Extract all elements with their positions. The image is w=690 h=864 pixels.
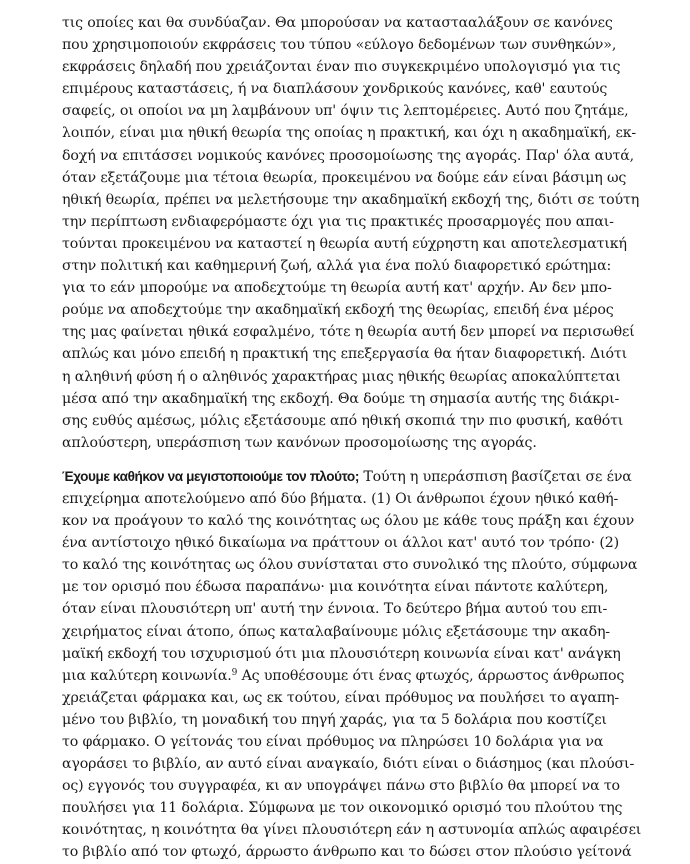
text-line: αγοράσει το βιβλίο, αν αυτό είναι αναγκαίο, διότι είναι ο διάσημος (και πλούσι- bbox=[62, 756, 635, 773]
text-line: όταν είναι πλουσιότερη υπ' αυτή την έννοια. Το δεύτερο βήμα αυτού του επι- bbox=[62, 601, 608, 618]
text-line: το καλό της κοινότητας ως όλου συνίσταται στο συνολικό της πλούτο, σύμφωνα bbox=[62, 557, 638, 574]
text-line: απλούστερη, υπεράσπιση των κανόνων προσομοίωσης της αγοράς. bbox=[62, 434, 537, 451]
text-line: σαφείς, οι οποίοι να μη λαμβάνουν υπ' όψιν τις λεπτομέρειες. Αυτό που ζητάμε, bbox=[62, 103, 629, 120]
text-line: τούνται προκειμένου να καταστεί η θεωρία αυτή εύχρηστη και αποτελεσματική bbox=[62, 235, 627, 252]
text-line bbox=[62, 466, 632, 488]
text-line: χρειάζεται φάρμακα και, ως εκ τούτου, είναι πρόθυμος να πουλήσει το αγαπη- bbox=[62, 689, 620, 706]
text-line: πουλήσει για 11 δολάρια. Σύμφωνα με τον οικονομικό ορισμό του πλούτου της bbox=[62, 800, 623, 817]
text-line: που χρησιμοποιούν εκφράσεις του τύπου «εύλογο δεδομένων των συνθηκών», bbox=[62, 37, 617, 54]
text-line: σης ευθύς αμέσως, μόλις εξετάσουμε από ηθική σκοπιά την πιο φυσική, καθότι bbox=[62, 412, 624, 429]
footnote-marker[interactable]: 9 bbox=[231, 667, 238, 678]
text-line: με τον ορισμό που έδωσα παραπάνω· μια κοινότητα είναι πάντοτε καλύτερη, bbox=[62, 579, 609, 596]
text-line: μένο του βιβλίο, τη μοναδική του πηγή χαράς, για τα 5 δολάρια που κοστίζει bbox=[62, 711, 607, 728]
text-line: επιμέρους καταστάσεις, ή να διαπλάσουν χονδρικούς κανόνες, καθ' εαυτούς bbox=[62, 81, 608, 98]
text-line: όταν εξετάζουμε μια τέτοια θεωρία, προκειμένου να δούμε εάν είναι βάσιμη ως bbox=[62, 169, 627, 186]
text-span: Τούτη η υπεράσπιση βασίζεται σε ένα bbox=[358, 468, 632, 485]
text-line: η αληθινή φύση ή ο αληθινός χαρακτήρας μιας ηθικής θεωρίας αποκαλύπτεται bbox=[62, 368, 621, 385]
text-line: το φάρμακο. Ο γείτονάς του είναι πρόθυμος να πληρώσει 10 δολάρια για να bbox=[62, 734, 604, 750]
paragraph-1 bbox=[62, 12, 640, 454]
text-span: μια καλύτερη κοινωνία. bbox=[62, 667, 232, 684]
text-line: απλώς και μόνο επειδή η πρακτική της επεξεργασία θα ήταν διαφορετική. Διότι bbox=[62, 346, 628, 363]
text-line: ένα αντίστοιχο ηθικό δικαίωμα να πράττουν οι άλλοι κατ' αυτό τον τρόπο· (2) bbox=[62, 535, 620, 552]
text-line: ηθική θεωρία, πρέπει να μελετήσουμε την ακαδημαϊκή εκδοχή της, διότι σε τούτη bbox=[62, 191, 640, 208]
text-line: επιχείρημα αποτελούμενο από δύο βήματα. (1) Οι άνθρωποι έχουν ηθικό καθή- bbox=[62, 490, 619, 507]
paragraph-2 bbox=[62, 466, 642, 864]
text-line: τις οποίες και θα συνδύαζαν. Θα μπορούσαν να καταστααλάξουν σε κανόνες bbox=[62, 15, 613, 31]
text-line: ρούμε να αποδεχτούμε την ακαδημαϊκή εκδοχή της θεωρίας, επειδή ένα μέρος bbox=[62, 302, 614, 319]
text-line bbox=[62, 665, 625, 687]
text-line: κον να προάγουν το καλό της κοινότητας ως όλου με κάθε τους πράξη και έχουν bbox=[62, 513, 635, 530]
text-line: εκφράσεις δηλαδή που χρειάζονται έναν πιο συγκεκριμένο υπολογισμό για τις bbox=[62, 59, 621, 76]
text-line: μαϊκή εκδοχή του ισχυρισμού ότι μια πλουσιότερη κοινωνία είναι κατ' ανάγκη bbox=[62, 645, 621, 662]
text-line: χειρήματος είναι άτοπο, όπως καταλαβαίνουμε μόλις εξετάσουμε την ακαδη- bbox=[62, 623, 610, 640]
text-line: της μας φαίνεται ηθικά εσφαλμένο, τότε η θεωρία αυτή δεν μπορεί να περισωθεί bbox=[62, 324, 635, 341]
text-line: το βιβλίο από τον φτωχό, άρρωστο άνθρωπο και το δώσει στον πλούσιο γείτονά bbox=[62, 844, 632, 861]
text-line: την περίπτωση ενδιαφερόμαστε όχι για τις πρακτικές προσαρμογές που απαι- bbox=[62, 213, 614, 230]
text-line: μέσα από την ακαδημαϊκή της εκδοχή. Θα δούμε τη σημασία αυτής της διάκρι- bbox=[62, 390, 620, 407]
section-heading: Έχουμε καθήκον να μεγιστοποιούμε τον πλούτο; bbox=[62, 468, 359, 484]
text-line: κοινότητας, η κοινότητα θα γίνει πλουσιότερη εάν η αστυνομία απλώς αφαιρέσει bbox=[62, 822, 642, 839]
text-line: ος) εγγονός του συγγραφέα, κι αν υπογράψει πάνω στο βιβλίο θα μπορεί να το bbox=[62, 778, 620, 795]
text-line: λοιπόν, είναι μια ηθική θεωρία της οποίας η πρακτική, και όχι η ακαδημαϊκή, εκ- bbox=[62, 125, 637, 142]
text-span: Ας υποθέσουμε ότι ένας φτωχός, άρρωστος άνθρωπος bbox=[237, 667, 625, 684]
book-page bbox=[62, 12, 642, 864]
text-line: για το εάν μπορούμε να αποδεχτούμε τη θεωρία αυτή κατ' αρχήν. Αν δεν μπο- bbox=[62, 280, 612, 297]
text-line: στην πολιτική και καθημερινή ζωή, αλλά για ένα πολύ διαφορετικό ερώτημα: bbox=[62, 258, 612, 275]
text-line: δοχή να επιτάσσει νομικούς κανόνες προσομοίωσης της αγοράς. Παρ' όλα αυτά, bbox=[62, 147, 634, 164]
